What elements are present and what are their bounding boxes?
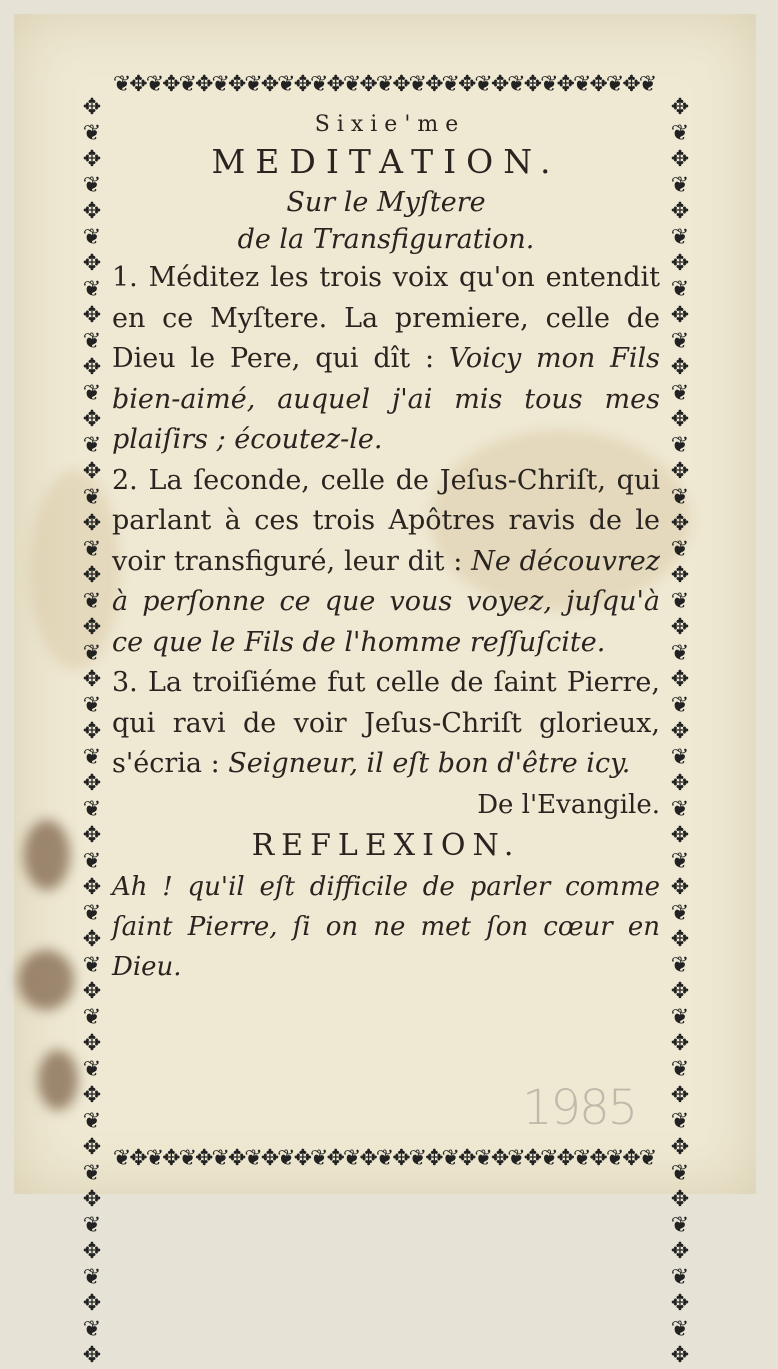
ink-stain — [24, 820, 70, 890]
paragraph-1-text: 1. Méditez les trois voix qu'on entendit en ce Myſtere. La premiere, celle de Dieu le Pere, qui dît : — [112, 262, 660, 374]
ornamental-border-left: ✥❦✥❦✥❦✥❦✥❦✥❦✥❦✥❦✥❦✥❦✥❦✥❦✥❦✥❦✥❦✥❦✥❦✥❦✥❦✥❦✥❦✥❦✥❦✥❦✥ — [82, 95, 102, 1368]
paragraph-1-quote: Voicy mon Fils bien-aimé, auquel j'ai mis tous mes plaiſirs ; écoutez-le. — [112, 343, 660, 455]
subtitle-line-1: Sur le Myſtere — [286, 187, 486, 218]
subtitle-line-2: de la Transfiguration. — [237, 224, 535, 255]
paragraph-1 — [112, 258, 660, 461]
text-block — [112, 110, 660, 987]
page-heading-small: Sixie'me — [314, 112, 466, 137]
paragraph-3 — [112, 663, 660, 785]
ink-stain — [38, 1050, 78, 1110]
paragraph-2-text: 2. La ſeconde, celle de Jeſus-Chriſt, qui parlant à ces trois Apôtres ravis de le voir transfiguré, leur dit : — [112, 464, 660, 577]
paragraph-3-quote: Seigneur, il eſt bon d'être icy. — [228, 748, 631, 779]
water-stain — [30, 470, 120, 670]
ornamental-border-bottom: ❦✥❦✥❦✥❦✥❦✥❦✥❦✥❦✥❦✥❦✥❦✥❦✥❦✥❦✥❦✥❦✥❦ — [112, 1146, 656, 1171]
reflexion-heading: REFLEXION. — [251, 827, 521, 863]
inventory-number: 1985 — [522, 1080, 637, 1136]
paragraph-2 — [112, 461, 660, 664]
ink-stain — [18, 950, 74, 1010]
source-line: De l'Evangile. — [477, 789, 660, 820]
reflexion-text: Ah ! qu'il eſt difficile de parler comme ſaint Pierre, ſi on ne met ſon cœur en Dieu. — [112, 871, 660, 982]
ornamental-border-right: ✥❦✥❦✥❦✥❦✥❦✥❦✥❦✥❦✥❦✥❦✥❦✥❦✥❦✥❦✥❦✥❦✥❦✥❦✥❦✥❦✥❦✥❦✥❦✥❦✥ — [670, 95, 690, 1368]
paragraph-2-quote: Ne découvrez à perſonne ce que vous voyez, juſqu'à ce que le Fils de l'homme reſſuſcite. — [112, 545, 661, 658]
ornamental-border-top: ❦✥❦✥❦✥❦✥❦✥❦✥❦✥❦✥❦✥❦✥❦✥❦✥❦✥❦✥❦✥❦✥❦ — [112, 72, 656, 97]
paragraph-3-text: 3. La troiſiéme fut celle de ſaint Pierre, qui ravi de voir Jeſus-Chriſt glorieux, s'écria : — [112, 667, 660, 779]
page-title: MEDITATION. — [211, 142, 561, 181]
